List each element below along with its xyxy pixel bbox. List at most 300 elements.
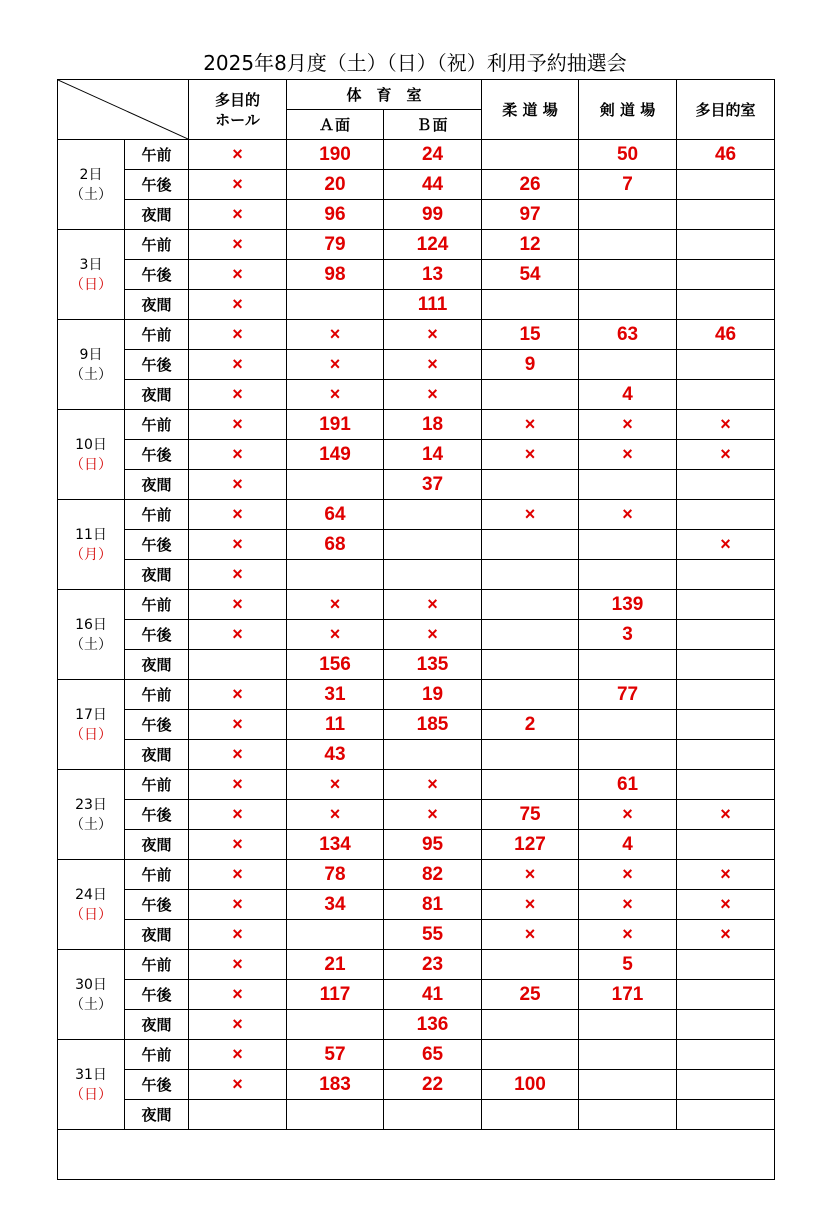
entry-cell xyxy=(384,500,482,530)
time-slot-label: 夜間 xyxy=(125,740,189,770)
entry-cell: 185 xyxy=(384,710,482,740)
date-cell xyxy=(58,950,125,1040)
table-row xyxy=(58,590,775,620)
time-slot-label: 午後 xyxy=(125,980,189,1010)
entry-cell xyxy=(677,170,775,200)
time-slot-label: 午前 xyxy=(125,140,189,170)
entry-cell: × xyxy=(677,860,775,890)
entry-cell xyxy=(482,560,579,590)
table-row xyxy=(58,770,775,800)
time-slot-label: 夜間 xyxy=(125,1010,189,1040)
entry-cell: 82 xyxy=(384,860,482,890)
table-row xyxy=(58,890,775,920)
entry-cell xyxy=(482,740,579,770)
entry-cell: × xyxy=(384,350,482,380)
header-judo: 柔 道 場 xyxy=(482,80,579,140)
table-row xyxy=(58,800,775,830)
table-row xyxy=(58,350,775,380)
entry-cell: × xyxy=(677,920,775,950)
time-slot-label: 午後 xyxy=(125,260,189,290)
entry-cell: 7 xyxy=(579,170,677,200)
date-label: 23日 xyxy=(75,796,107,813)
time-slot-label: 午後 xyxy=(125,890,189,920)
weekday-label: （土） xyxy=(70,636,112,653)
time-slot-label: 夜間 xyxy=(125,290,189,320)
entry-cell xyxy=(579,530,677,560)
date-label: 9日 xyxy=(79,346,103,363)
table-row xyxy=(58,650,775,680)
entry-cell: × xyxy=(287,800,384,830)
entry-cell: 136 xyxy=(384,1010,482,1040)
page-title: 2025年8月度（土）（日）（祝）利用予約抽選会 xyxy=(203,51,627,75)
entry-cell: × xyxy=(677,410,775,440)
entry-cell xyxy=(579,470,677,500)
entry-cell: × xyxy=(189,590,287,620)
entry-cell xyxy=(677,290,775,320)
table-row xyxy=(58,1070,775,1100)
entry-cell: × xyxy=(579,500,677,530)
date-cell xyxy=(58,860,125,950)
table-row xyxy=(58,320,775,350)
entry-cell xyxy=(677,740,775,770)
entry-cell: × xyxy=(189,860,287,890)
table-row xyxy=(58,620,775,650)
entry-cell: × xyxy=(189,410,287,440)
entry-cell: 44 xyxy=(384,170,482,200)
header-gym-a: Ａ面 xyxy=(287,110,384,140)
entry-cell: 64 xyxy=(287,500,384,530)
entry-cell: 191 xyxy=(287,410,384,440)
entry-cell: × xyxy=(482,860,579,890)
entry-cell: 41 xyxy=(384,980,482,1010)
table-row xyxy=(58,140,775,170)
entry-cell: × xyxy=(677,800,775,830)
entry-cell xyxy=(384,530,482,560)
table-row xyxy=(58,170,775,200)
entry-cell: × xyxy=(579,440,677,470)
date-label: 10日 xyxy=(75,436,107,453)
entry-cell: × xyxy=(482,410,579,440)
entry-cell: × xyxy=(579,800,677,830)
date-cell xyxy=(58,770,125,860)
entry-cell: × xyxy=(189,530,287,560)
entry-cell: × xyxy=(384,590,482,620)
entry-cell: 98 xyxy=(287,260,384,290)
date-label: 16日 xyxy=(75,616,107,633)
table-row xyxy=(58,980,775,1010)
entry-cell: 111 xyxy=(384,290,482,320)
entry-cell xyxy=(677,950,775,980)
entry-cell xyxy=(482,620,579,650)
entry-cell: 99 xyxy=(384,200,482,230)
footer-blank-row xyxy=(58,1130,775,1180)
entry-cell xyxy=(482,950,579,980)
entry-cell: 124 xyxy=(384,230,482,260)
entry-cell xyxy=(384,740,482,770)
entry-cell: 97 xyxy=(482,200,579,230)
entry-cell: 4 xyxy=(579,830,677,860)
entry-cell: 95 xyxy=(384,830,482,860)
entry-cell: 117 xyxy=(287,980,384,1010)
entry-cell: 9 xyxy=(482,350,579,380)
date-cell xyxy=(58,500,125,590)
header-kendo: 剣 道 場 xyxy=(579,80,677,140)
time-slot-label: 午前 xyxy=(125,500,189,530)
entry-cell xyxy=(287,1010,384,1040)
entry-cell: 139 xyxy=(579,590,677,620)
entry-cell xyxy=(677,500,775,530)
weekday-label: （日） xyxy=(70,276,112,293)
entry-cell: × xyxy=(189,950,287,980)
entry-cell: 26 xyxy=(482,170,579,200)
entry-cell xyxy=(579,1040,677,1070)
entry-cell: × xyxy=(189,500,287,530)
weekday-label: （土） xyxy=(70,186,112,203)
entry-cell xyxy=(482,470,579,500)
entry-cell: × xyxy=(189,290,287,320)
header-gym: 体 育 室 xyxy=(287,80,482,110)
entry-cell: × xyxy=(189,1040,287,1070)
time-slot-label: 夜間 xyxy=(125,1100,189,1130)
header-hall: 多目的 ホール xyxy=(189,80,287,140)
date-label: 31日 xyxy=(75,1066,107,1083)
date-cell xyxy=(58,680,125,770)
entry-cell: 68 xyxy=(287,530,384,560)
entry-cell: × xyxy=(189,920,287,950)
weekday-label: （日） xyxy=(70,726,112,743)
entry-cell: × xyxy=(384,800,482,830)
entry-cell xyxy=(677,710,775,740)
table-row xyxy=(58,380,775,410)
entry-cell xyxy=(677,620,775,650)
entry-cell: 190 xyxy=(287,140,384,170)
entry-cell xyxy=(482,530,579,560)
time-slot-label: 午前 xyxy=(125,230,189,260)
entry-cell: × xyxy=(189,830,287,860)
entry-cell: 15 xyxy=(482,320,579,350)
entry-cell: 13 xyxy=(384,260,482,290)
weekday-label: （日） xyxy=(70,456,112,473)
entry-cell: × xyxy=(384,620,482,650)
entry-cell: × xyxy=(189,770,287,800)
entry-cell xyxy=(677,350,775,380)
entry-cell: 14 xyxy=(384,440,482,470)
time-slot-label: 夜間 xyxy=(125,830,189,860)
entry-cell: × xyxy=(482,890,579,920)
entry-cell: 25 xyxy=(482,980,579,1010)
time-slot-label: 午前 xyxy=(125,680,189,710)
entry-cell: 75 xyxy=(482,800,579,830)
weekday-label: （日） xyxy=(70,906,112,923)
table-row xyxy=(58,1040,775,1070)
entry-cell xyxy=(482,1040,579,1070)
entry-cell xyxy=(579,290,677,320)
entry-cell: 77 xyxy=(579,680,677,710)
entry-cell: 24 xyxy=(384,140,482,170)
table-row xyxy=(58,440,775,470)
entry-cell xyxy=(579,260,677,290)
entry-cell xyxy=(579,230,677,260)
entry-cell: × xyxy=(384,380,482,410)
date-cell xyxy=(58,320,125,410)
entry-cell xyxy=(579,350,677,380)
entry-cell: 43 xyxy=(287,740,384,770)
time-slot-label: 午前 xyxy=(125,410,189,440)
entry-cell: × xyxy=(482,440,579,470)
entry-cell xyxy=(482,140,579,170)
time-slot-label: 午後 xyxy=(125,1070,189,1100)
entry-cell: 78 xyxy=(287,860,384,890)
entry-cell xyxy=(677,980,775,1010)
entry-cell: × xyxy=(384,770,482,800)
entry-cell xyxy=(677,1040,775,1070)
entry-cell xyxy=(384,560,482,590)
entry-cell: 55 xyxy=(384,920,482,950)
entry-cell xyxy=(287,560,384,590)
entry-cell xyxy=(482,680,579,710)
entry-cell xyxy=(482,1100,579,1130)
header-gym-b: Ｂ面 xyxy=(384,110,482,140)
entry-cell: 50 xyxy=(579,140,677,170)
entry-cell: 23 xyxy=(384,950,482,980)
date-cell xyxy=(58,410,125,500)
entry-cell: × xyxy=(189,980,287,1010)
date-cell xyxy=(58,230,125,320)
time-slot-label: 午前 xyxy=(125,1040,189,1070)
entry-cell: × xyxy=(189,560,287,590)
entry-cell: 5 xyxy=(579,950,677,980)
table-row xyxy=(58,680,775,710)
entry-cell: 18 xyxy=(384,410,482,440)
entry-cell xyxy=(384,1100,482,1130)
weekday-label: （土） xyxy=(70,996,112,1013)
date-label: 11日 xyxy=(75,526,107,543)
entry-cell xyxy=(287,470,384,500)
entry-cell xyxy=(677,830,775,860)
entry-cell: × xyxy=(384,320,482,350)
entry-cell xyxy=(677,470,775,500)
entry-cell: 54 xyxy=(482,260,579,290)
time-slot-label: 午前 xyxy=(125,590,189,620)
entry-cell: × xyxy=(189,800,287,830)
entry-cell: × xyxy=(189,200,287,230)
time-slot-label: 午後 xyxy=(125,350,189,380)
entry-cell: 127 xyxy=(482,830,579,860)
table-row xyxy=(58,1010,775,1040)
entry-cell: 3 xyxy=(579,620,677,650)
time-slot-label: 夜間 xyxy=(125,650,189,680)
time-slot-label: 午後 xyxy=(125,620,189,650)
weekday-label: （土） xyxy=(70,366,112,383)
entry-cell: × xyxy=(189,380,287,410)
lottery-schedule-table xyxy=(57,79,775,1180)
time-slot-label: 午前 xyxy=(125,860,189,890)
entry-cell xyxy=(677,680,775,710)
entry-cell xyxy=(579,1070,677,1100)
entry-cell xyxy=(677,260,775,290)
entry-cell: 34 xyxy=(287,890,384,920)
table-row xyxy=(58,1100,775,1130)
entry-cell: 46 xyxy=(677,320,775,350)
entry-cell: × xyxy=(189,890,287,920)
entry-cell xyxy=(677,1100,775,1130)
entry-cell xyxy=(482,1010,579,1040)
date-cell xyxy=(58,1040,125,1130)
time-slot-label: 午後 xyxy=(125,170,189,200)
entry-cell: 81 xyxy=(384,890,482,920)
entry-cell: 79 xyxy=(287,230,384,260)
entry-cell xyxy=(677,380,775,410)
entry-cell: × xyxy=(189,470,287,500)
entry-cell: × xyxy=(677,890,775,920)
entry-cell xyxy=(579,560,677,590)
time-slot-label: 夜間 xyxy=(125,920,189,950)
entry-cell: × xyxy=(287,380,384,410)
time-slot-label: 午後 xyxy=(125,530,189,560)
time-slot-label: 午後 xyxy=(125,710,189,740)
table-row xyxy=(58,920,775,950)
entry-cell: 57 xyxy=(287,1040,384,1070)
time-slot-label: 夜間 xyxy=(125,380,189,410)
time-slot-label: 夜間 xyxy=(125,200,189,230)
entry-cell: × xyxy=(677,440,775,470)
entry-cell: × xyxy=(189,1010,287,1040)
entry-cell: 96 xyxy=(287,200,384,230)
entry-cell xyxy=(287,290,384,320)
table-row xyxy=(58,230,775,260)
entry-cell: 156 xyxy=(287,650,384,680)
entry-cell: × xyxy=(482,500,579,530)
entry-cell: 4 xyxy=(579,380,677,410)
entry-cell: × xyxy=(189,170,287,200)
table-row xyxy=(58,560,775,590)
entry-cell: × xyxy=(189,260,287,290)
time-slot-label: 夜間 xyxy=(125,560,189,590)
table-row xyxy=(58,830,775,860)
entry-cell xyxy=(482,380,579,410)
entry-cell: 22 xyxy=(384,1070,482,1100)
table-row xyxy=(58,410,775,440)
entry-cell: × xyxy=(189,620,287,650)
date-label: 17日 xyxy=(75,706,107,723)
date-label: 3日 xyxy=(79,256,103,273)
entry-cell: 61 xyxy=(579,770,677,800)
entry-cell xyxy=(677,650,775,680)
entry-cell: × xyxy=(189,350,287,380)
entry-cell xyxy=(579,740,677,770)
entry-cell: × xyxy=(189,140,287,170)
entry-cell: × xyxy=(189,230,287,260)
entry-cell: × xyxy=(189,710,287,740)
entry-cell: × xyxy=(482,920,579,950)
header-multi-room: 多目的室 xyxy=(677,80,775,140)
table-row xyxy=(58,290,775,320)
entry-cell: 63 xyxy=(579,320,677,350)
weekday-label: （日） xyxy=(70,1086,112,1103)
entry-cell xyxy=(677,590,775,620)
entry-cell: 12 xyxy=(482,230,579,260)
weekday-label: （月） xyxy=(70,546,112,563)
table-row xyxy=(58,500,775,530)
entry-cell xyxy=(677,230,775,260)
time-slot-label: 午後 xyxy=(125,440,189,470)
entry-cell xyxy=(287,920,384,950)
entry-cell: × xyxy=(189,320,287,350)
entry-cell: × xyxy=(287,350,384,380)
entry-cell xyxy=(579,650,677,680)
entry-cell: × xyxy=(579,920,677,950)
table-row xyxy=(58,200,775,230)
table-row xyxy=(58,530,775,560)
entry-cell xyxy=(579,710,677,740)
entry-cell xyxy=(579,1100,677,1130)
entry-cell xyxy=(482,650,579,680)
entry-cell xyxy=(482,290,579,320)
entry-cell xyxy=(677,770,775,800)
date-cell xyxy=(58,590,125,680)
footer-blank-cell xyxy=(58,1130,775,1180)
entry-cell xyxy=(677,560,775,590)
entry-cell: 135 xyxy=(384,650,482,680)
entry-cell: × xyxy=(677,530,775,560)
time-slot-label: 午前 xyxy=(125,770,189,800)
entry-cell xyxy=(482,770,579,800)
entry-cell: 46 xyxy=(677,140,775,170)
entry-cell xyxy=(579,1010,677,1040)
entry-cell: × xyxy=(287,770,384,800)
entry-cell: × xyxy=(287,320,384,350)
time-slot-label: 午前 xyxy=(125,320,189,350)
entry-cell: × xyxy=(287,620,384,650)
entry-cell xyxy=(677,1010,775,1040)
entry-cell: × xyxy=(579,860,677,890)
entry-cell xyxy=(189,650,287,680)
time-slot-label: 午後 xyxy=(125,800,189,830)
entry-cell: 37 xyxy=(384,470,482,500)
entry-cell: × xyxy=(189,440,287,470)
entry-cell: × xyxy=(189,1070,287,1100)
entry-cell xyxy=(677,1070,775,1100)
entry-cell xyxy=(677,200,775,230)
table-row xyxy=(58,950,775,980)
date-label: 24日 xyxy=(75,886,107,903)
entry-cell: 149 xyxy=(287,440,384,470)
entry-cell: 134 xyxy=(287,830,384,860)
diagonal-line xyxy=(58,80,188,139)
entry-cell: 19 xyxy=(384,680,482,710)
entry-cell xyxy=(579,200,677,230)
table-row xyxy=(58,860,775,890)
date-cell xyxy=(58,140,125,230)
entry-cell: 100 xyxy=(482,1070,579,1100)
table-row xyxy=(58,710,775,740)
entry-cell: 31 xyxy=(287,680,384,710)
entry-cell: × xyxy=(287,590,384,620)
entry-cell: 171 xyxy=(579,980,677,1010)
corner-diagonal-cell xyxy=(58,80,189,140)
date-label: 2日 xyxy=(79,166,103,183)
entry-cell: 2 xyxy=(482,710,579,740)
weekday-label: （土） xyxy=(70,816,112,833)
entry-cell: 20 xyxy=(287,170,384,200)
entry-cell: × xyxy=(189,740,287,770)
entry-cell: 183 xyxy=(287,1070,384,1100)
table-row xyxy=(58,470,775,500)
entry-cell: 11 xyxy=(287,710,384,740)
entry-cell: 21 xyxy=(287,950,384,980)
entry-cell: × xyxy=(579,410,677,440)
entry-cell xyxy=(287,1100,384,1130)
